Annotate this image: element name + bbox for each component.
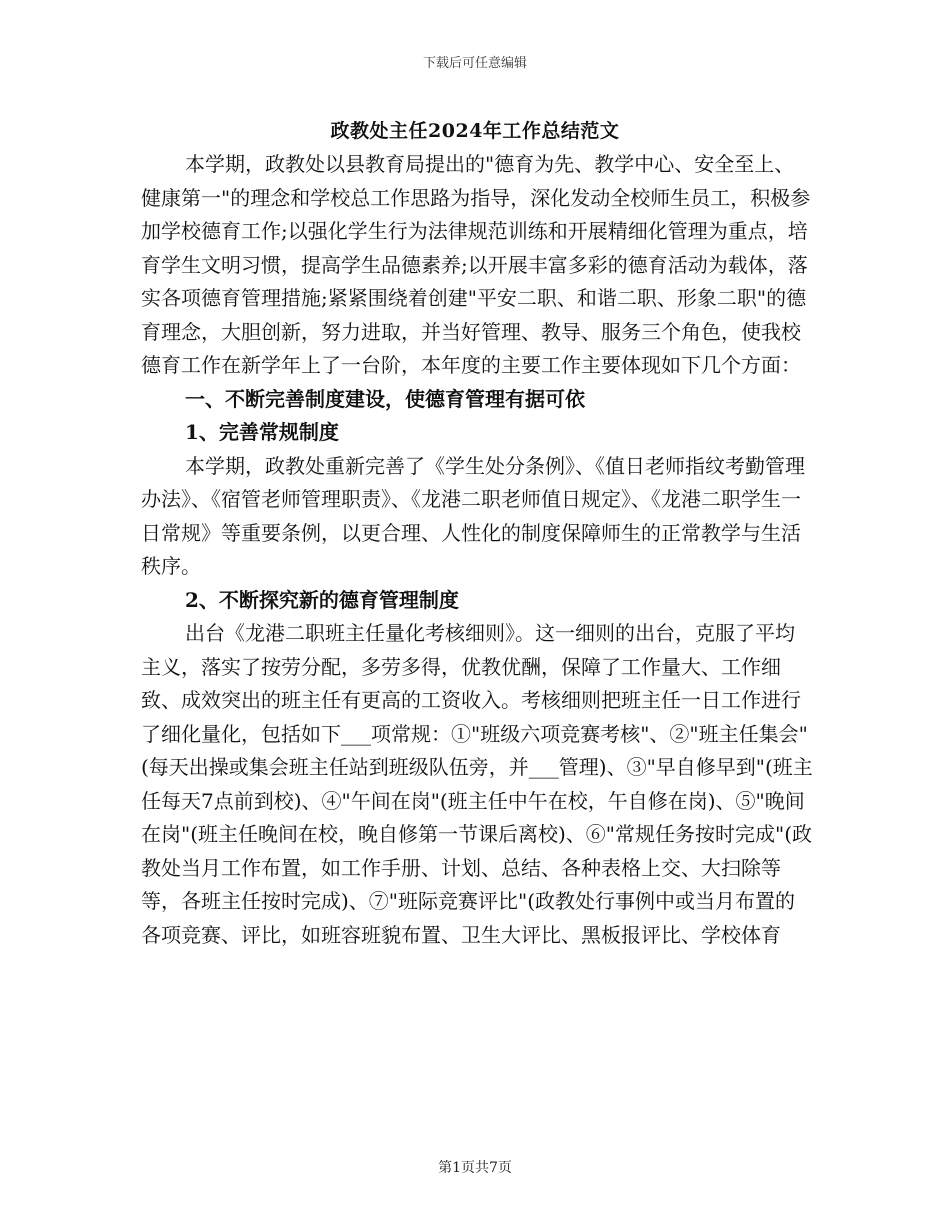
body-paragraph-2: 出台《龙港二职班主任量化考核细则》。这一细则的出台，克服了平均主义，落实了按劳分配，多劳多得，优教优酬，保障了工作量大、工作细致、成效突出的班主任有更高的工资收入。考核细则把班主任一日工作进行了细化量化，包括如下___项常规：①"班级六项竞赛考核"、②"班主任集会"(每天出操或集会班主任站到班级队伍旁，并___管理)、③"早自修早到"(班主任每天7点前到校)、④"午间在岗"(班主任中午在校，午自修在岗)、⑤"晚间在岗"(班主任晚间在校，晚自修第一节课后离校)、⑥"常规任务按时完成"(政教处当月工作布置，如工作手册、计划、总结、各种表格上交、大扫除等等，各班主任按时完成)、⑦"班际竞赛评比"(政教处行事例中或当月布置的各项竞赛、评比，如班容班貌布置、卫生大评比、黑板报评比、学校体育 [141, 621, 813, 947]
page-number: 第1页共7页 [438, 1160, 512, 1176]
section-heading-1: 一、不断完善制度建设，使德育管理有据可依 [185, 386, 585, 411]
document-title: 政教处主任2024年工作总结范文 [330, 120, 620, 142]
document-body [141, 148, 813, 952]
intro-paragraph: 本学期，政教处以县教育局提出的"德育为先、教学中心、安全至上、健康第一"的理念和学校总工作思路为指导，深化发动全校师生员工，积极参加学校德育工作;以强化学生行为法律规范训练和开展精细化管理为重点，培育学生文明习惯，提高学生品德素养;以开展丰富多彩的德育活动为载体，落实各项德育管理措施;紧紧围绕着创建"平安二职、和谐二职、形象二职"的德育理念，大胆创新，努力进取，并当好管理、教导、服务三个角色，使我校德育工作在新学年上了一台阶，本年度的主要工作主要体现如下几个方面： [141, 152, 811, 377]
body-paragraph-1: 本学期，政教处重新完善了《学生处分条例》、《值日老师指纹考勤管理办法》、《宿管老师管理职责》、《龙港二职老师值日规定》、《龙港二职学生一日常规》等重要条例，以更合理、人性化的制度保障师生的正常教学与生活秩序。 [141, 453, 805, 578]
subsection-heading-1: 1、完善常规制度 [185, 420, 339, 444]
page-header-note: 下载后可任意编辑 [422, 56, 527, 71]
subsection-heading-2: 2、不断探究新的德育管理制度 [185, 587, 459, 612]
